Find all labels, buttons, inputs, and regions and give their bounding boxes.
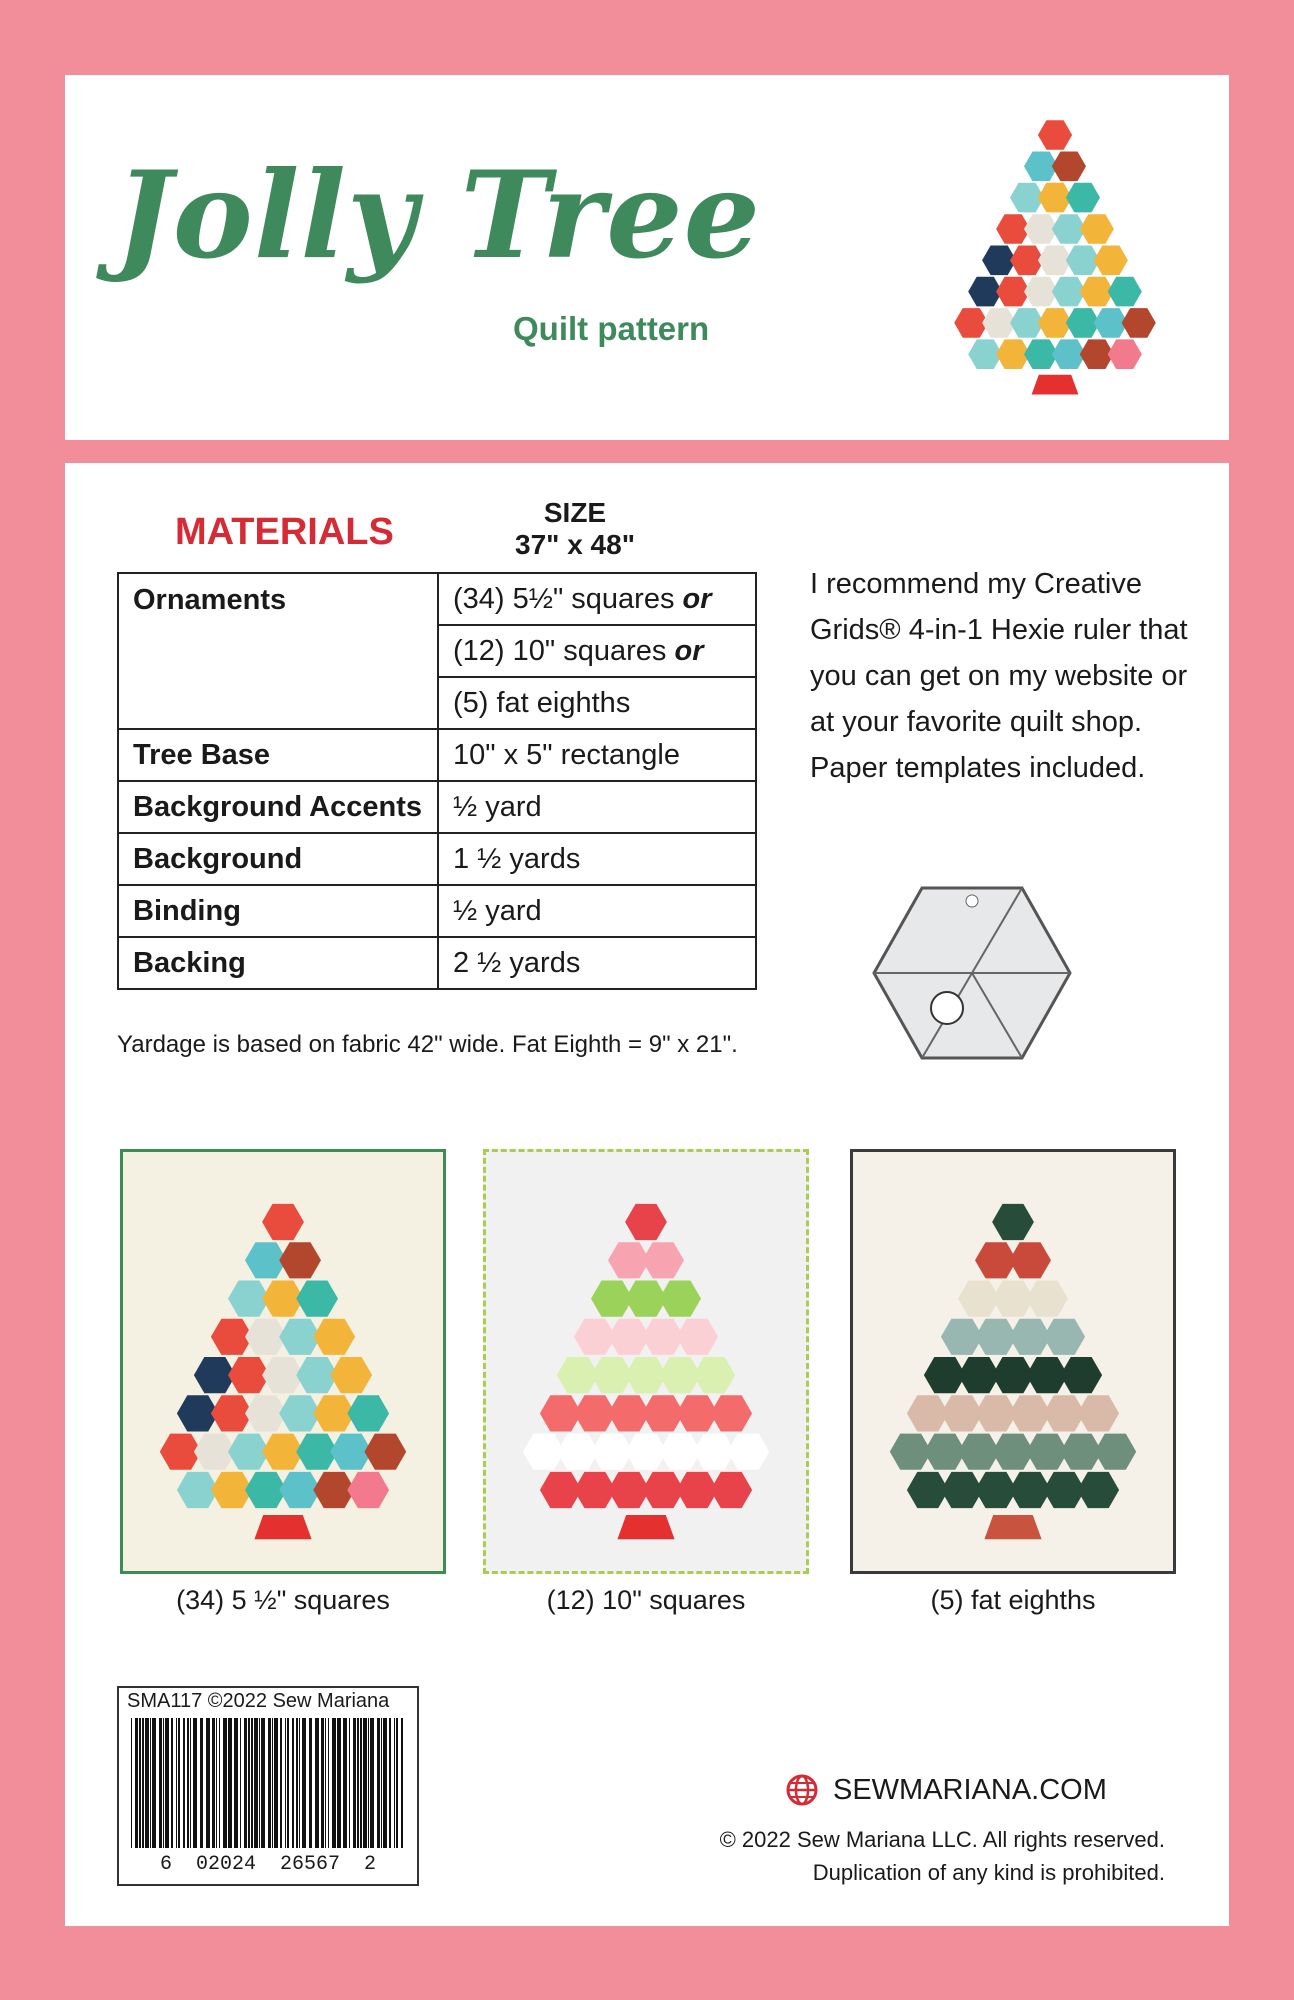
background-label: Background [118,833,438,885]
barcode-bar [309,1718,312,1848]
tree-base [1032,375,1079,395]
ornament-hexagon [347,1472,389,1508]
barcode-bar [292,1718,294,1848]
option-text: (34) 5½" squares [453,582,675,615]
tree-base [984,1515,1041,1539]
barcode-bar [223,1718,227,1848]
ornament-hexagon [262,1204,304,1240]
table-row [118,573,756,625]
table-row [118,729,756,781]
backing-label: Backing [118,937,438,989]
ornament-hexagon [279,1242,321,1278]
ornament-hexagon [347,1395,389,1431]
barcode-bar [383,1718,387,1848]
barcode-bar [299,1718,300,1848]
barcode-bar [259,1718,260,1848]
barcode-bar [370,1718,374,1848]
quilt-sample-fat-eighths [850,1149,1176,1574]
copyright-line-2: Duplication of any kind is prohibited. [812,1860,1165,1885]
ornament-hexagon [1077,1472,1119,1508]
option-text: (12) 10" squares [453,634,667,667]
barcode-bar [302,1718,306,1848]
ornaments-label: Ornaments [118,573,438,729]
barcode-bar [280,1718,282,1848]
tree-base-value: 10" x 5" rectangle [438,729,756,781]
ornament-hexagon [1122,308,1156,338]
barcode-bar [171,1718,173,1848]
or-text: or [682,582,712,615]
ornaments-option-3: (5) fat eighths [438,677,756,729]
tree-base [254,1515,311,1539]
barcode-bar [190,1718,191,1848]
barcode-bar [396,1718,398,1848]
barcode-bar [178,1718,180,1848]
ornament-hexagon [1052,152,1086,182]
barcode-bar [357,1718,359,1848]
ornament-hexagon [642,1242,684,1278]
quilt-caption-1: (34) 5 ½" squares [176,1585,390,1615]
barcode-bar [268,1718,271,1848]
barcode-bar [363,1718,367,1848]
barcode-bar [368,1718,369,1848]
copyright-line-1: © 2022 Sew Mariana LLC. All rights reserved. [719,1827,1165,1852]
quilt-tree-illustration [123,1152,443,1571]
barcode-digits: 6 02024 26567 2 [159,1853,377,1876]
ornament-hexagon [1094,246,1128,276]
barcode-bar [349,1718,350,1848]
ornament-hexagon [693,1357,735,1393]
barcode-bar [272,1718,273,1848]
ornament-hexagon [992,1204,1034,1240]
materials-heading: MATERIALS [175,511,394,553]
ornament-hexagon [1077,1395,1119,1431]
pattern-subtitle: Quilt pattern [513,310,710,347]
barcode-bar [261,1718,265,1848]
website-link[interactable] [785,1773,1107,1807]
barcode-bar [254,1718,258,1848]
ornament-hexagon [727,1434,769,1470]
quilt-sample-squares-10in [483,1149,809,1574]
ornament-hexagon [1094,1434,1136,1470]
ornament-hexagon [296,1281,338,1317]
ornament-hexagon [1108,339,1142,369]
size-value: 37" x 48" [515,529,635,560]
barcode [129,1718,407,1848]
materials-table [117,572,757,990]
ornament-hexagon [625,1204,667,1240]
background-value: 1 ½ yards [438,833,756,885]
backing-value: 2 ½ yards [438,937,756,989]
website-text: SEWMARIANA.COM [833,1773,1107,1806]
quilt-tree-illustration [853,1152,1173,1571]
barcode-bar [328,1718,329,1848]
quilt-sample-squares-5in [120,1149,446,1574]
ornament-hexagon [1108,277,1142,307]
ornament-hexagon [1060,1357,1102,1393]
ornament-hexagon [1066,183,1100,213]
size-label: SIZE [543,497,607,528]
barcode-box [117,1686,419,1886]
tree-base [617,1515,674,1539]
quilt-tree-illustration [486,1152,806,1571]
barcode-bar [234,1718,238,1848]
ornament-hexagon [710,1395,752,1431]
barcode-bar [381,1718,382,1848]
or-text: or [674,634,704,667]
ornament-hexagon [1038,120,1072,150]
barcode-bar [159,1718,162,1848]
barcode-bar [274,1718,278,1848]
ornament-hexagon [676,1319,718,1355]
barcode-bar [360,1718,362,1848]
globe-icon [785,1773,819,1807]
ornaments-option-2 [438,625,756,677]
barcode-bar [315,1718,319,1848]
quilt-caption-2: (12) 10" squares [546,1585,746,1615]
barcode-bar [287,1718,289,1848]
barcode-bar [343,1718,347,1848]
main-panel [65,463,1229,1926]
barcode-bar [240,1718,241,1848]
quilt-caption-3: (5) fat eighths [930,1585,1096,1615]
barcode-bar [212,1718,215,1848]
ornament-hexagon [313,1319,355,1355]
table-row [118,833,756,885]
barcode-bar [193,1718,197,1848]
barcode-bar [244,1718,247,1848]
barcode-bar [131,1718,132,1848]
barcode-bar [163,1718,164,1848]
barcode-bar [389,1718,391,1848]
barcode-bar [353,1718,356,1848]
barcode-bar [401,1718,403,1848]
product-code: SMA117 ©2022 Sew Mariana [127,1690,390,1712]
ornament-hexagon [364,1434,406,1470]
copyright-notice [645,1823,1165,1889]
header-panel [65,75,1229,440]
pattern-title: Jolly Tree [115,145,761,286]
barcode-bar [200,1718,203,1848]
bg-accents-value: ½ yard [438,781,756,833]
ornament-hexagon [1009,1242,1051,1278]
barcode-bar [145,1718,149,1848]
barcode-bar [216,1718,217,1848]
barcode-bar [183,1718,185,1848]
barcode-bar [150,1718,151,1848]
binding-value: ½ yard [438,885,756,937]
table-row [118,937,756,989]
barcode-bar [325,1718,326,1848]
barcode-bar [228,1718,232,1848]
ornaments-option-1 [438,573,756,625]
barcode-bar [321,1718,324,1848]
ornament-hexagon [1080,214,1114,244]
barcode-bar [337,1718,341,1848]
size-heading [425,497,725,561]
barcode-bar [248,1718,250,1848]
table-row [118,885,756,937]
barcode-bar [332,1718,336,1848]
barcode-bar [296,1718,298,1848]
barcode-bar [135,1718,138,1848]
barcode-bar [165,1718,169,1848]
barcode-bar [219,1718,220,1848]
barcode-bar [394,1718,395,1848]
binding-label: Binding [118,885,438,937]
barcode-bar [152,1718,156,1848]
table-row [118,781,756,833]
tree-base-label: Tree Base [118,729,438,781]
ornament-hexagon [1043,1319,1085,1355]
tree-logo-illustration [910,105,1200,425]
barcode-bar [187,1718,189,1848]
ornament-hexagon [330,1357,372,1393]
ornament-hexagon [710,1472,752,1508]
ornament-hexagon [1026,1281,1068,1317]
barcode-bar [206,1718,210,1848]
ruler-recommendation: I recommend my Creative Grids® 4-in-1 Hexie ruler that you can get on my website or at your favorite quilt shop. Paper templates included. [810,568,1188,784]
bg-accents-label: Background Accents [118,781,438,833]
barcode-bar [251,1718,253,1848]
barcode-bar [176,1718,177,1848]
yardage-note: Yardage is based on fabric 42" wide. Fat Eighth = 9" x 21". [117,1031,738,1058]
hexie-ruler-image [872,883,1072,1063]
barcode-bar [139,1718,141,1848]
barcode-bar [142,1718,144,1848]
barcode-bar [377,1718,380,1848]
barcode-bar [285,1718,286,1848]
ornament-hexagon [659,1281,701,1317]
